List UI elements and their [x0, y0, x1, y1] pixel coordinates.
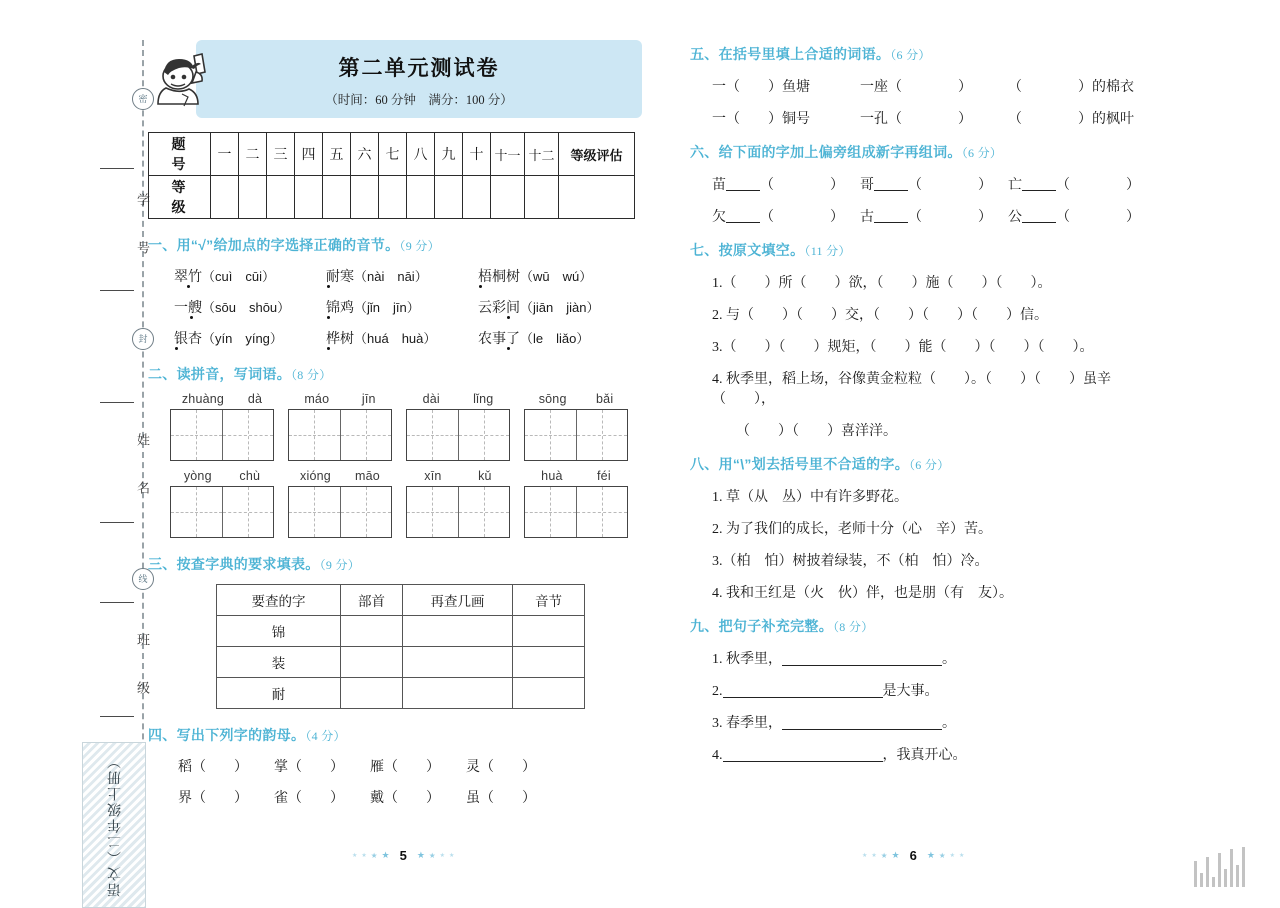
grade-cell[interactable] — [491, 176, 525, 219]
dict-answer-cell[interactable] — [403, 678, 513, 709]
tianzige-box[interactable] — [406, 409, 510, 461]
pinyin-syllable: dà — [247, 392, 263, 406]
section-1-row — [174, 266, 642, 286]
score-col-4: 四 — [295, 133, 323, 176]
section-6-row — [712, 174, 1164, 194]
pinyin-syllable: jīn — [361, 392, 376, 406]
section-2-title: 二、读拼音，写词语。 — [148, 366, 291, 382]
left-column — [148, 40, 642, 807]
pinyin-syllable: xīn — [424, 469, 442, 483]
q9-blank[interactable] — [782, 651, 942, 666]
q5-item[interactable]: 一（ ）铜号 — [712, 112, 810, 127]
tianzige-box[interactable] — [288, 486, 392, 538]
title-banner — [196, 40, 642, 118]
section-6-points: （6 分） — [961, 146, 1003, 160]
pinyin-syllable: dài — [422, 392, 440, 406]
grade-cell[interactable] — [211, 176, 239, 219]
pinyin-label — [170, 469, 274, 483]
pinyin-write-cell[interactable] — [288, 469, 406, 538]
dict-header-char: 要查的字 — [217, 585, 341, 616]
section-8-points: （6 分） — [909, 458, 950, 472]
seal-rule — [100, 716, 134, 717]
student-class-label: 班 级 — [135, 632, 150, 704]
q6-base-char: 公 — [1008, 210, 1022, 225]
star-icon: ★ — [862, 852, 868, 859]
pinyin-syllable: zhuàng — [181, 392, 225, 406]
score-col-11: 十一 — [491, 133, 525, 176]
seal-rule — [100, 402, 134, 403]
star-icon: ★ — [449, 852, 455, 859]
pinyin-write-cell[interactable] — [406, 392, 524, 461]
dict-answer-cell[interactable] — [341, 647, 403, 678]
score-col-1: 一 — [211, 133, 239, 176]
q8-item[interactable]: 1. 草（从 丛）中有许多野花。 — [712, 490, 908, 505]
q5-item[interactable]: 一孔（ ） — [860, 112, 972, 127]
section-4-row — [178, 756, 642, 776]
q4-item[interactable]: 掌（ ） — [274, 760, 344, 775]
section-4-row — [178, 787, 642, 807]
q1-options: （le liǎo） — [520, 331, 590, 346]
q8-item[interactable]: 4. 我和王红是（火 伙）伴，也是朋（有 友）。 — [712, 586, 1013, 601]
pinyin-label — [524, 469, 628, 483]
q1-item[interactable] — [174, 297, 326, 317]
tianzige-box[interactable] — [524, 409, 628, 461]
q6-blank[interactable] — [874, 209, 908, 223]
q1-item[interactable] — [478, 328, 630, 348]
score-col-12: 十二 — [525, 133, 559, 176]
q6-blank[interactable] — [726, 177, 760, 191]
pinyin-write-cell[interactable] — [524, 469, 642, 538]
section-4-heading — [148, 725, 642, 745]
score-col-9: 九 — [435, 133, 463, 176]
section-1-heading — [148, 235, 642, 255]
pinyin-syllable: bǎi — [596, 392, 614, 406]
q9-item[interactable] — [712, 744, 1164, 764]
q1-options: （cuì cūi） — [202, 269, 275, 284]
section-9-heading — [690, 616, 1164, 636]
seal-char-feng: 封 — [132, 328, 154, 350]
q6-item[interactable]: 欠 （ ） — [712, 210, 844, 225]
section-6-title: 六、给下面的字加上偏旁组成新字再组词。 — [690, 144, 962, 160]
right-column — [690, 44, 1164, 764]
q1-item[interactable] — [326, 297, 478, 317]
section-5-heading — [690, 44, 1164, 64]
q7-item[interactable]: 4. 秋季里，稻上场，谷像黄金粒粒（ ）。（ ）（ ）虽辛（ ）， — [712, 372, 1111, 407]
q1-word: 桦树 — [326, 332, 354, 347]
q1-word: 农事了 — [478, 332, 520, 347]
q6-base-char: 古 — [860, 210, 874, 225]
q6-blank[interactable] — [1022, 209, 1056, 223]
paper-title: 第二单元测试卷 — [338, 57, 500, 80]
q8-item[interactable]: 3.（柏 怕）树披着绿装，不（柏 怕）冷。 — [712, 554, 989, 569]
grade-cell[interactable] — [407, 176, 435, 219]
table-row — [149, 176, 635, 219]
q1-word: 梧桐树 — [478, 270, 520, 285]
star-icon: ★ — [361, 852, 367, 859]
q4-item[interactable]: 虽（ ） — [466, 791, 536, 806]
dict-char: 锦 — [217, 616, 341, 647]
star-icon: ★ — [938, 850, 946, 860]
star-icon: ★ — [416, 850, 425, 860]
q9-item[interactable] — [712, 712, 1164, 732]
section-2-row — [170, 469, 642, 538]
q9-blank[interactable] — [723, 747, 883, 762]
q1-item[interactable] — [174, 328, 326, 348]
seal-char-mi: 密 — [132, 88, 154, 110]
q1-options: （nài nāi） — [354, 269, 428, 284]
q1-item[interactable] — [478, 266, 630, 286]
pinyin-write-cell[interactable] — [524, 392, 642, 461]
score-col-6: 六 — [351, 133, 379, 176]
tianzige-box[interactable] — [288, 409, 392, 461]
pinyin-write-cell[interactable] — [170, 392, 288, 461]
score-row-header-title: 题 号 — [149, 133, 211, 176]
pinyin-write-cell[interactable] — [406, 469, 524, 538]
section-3-points: （9 分） — [319, 558, 361, 572]
pinyin-syllable: yòng — [183, 469, 212, 483]
tianzige-box[interactable] — [406, 486, 510, 538]
q9-suffix: 。 — [942, 716, 956, 731]
pinyin-label — [288, 392, 392, 406]
dictionary-table — [216, 584, 585, 709]
score-col-grade-eval: 等级评估 — [559, 133, 635, 176]
dict-answer-cell[interactable] — [341, 616, 403, 647]
score-col-2: 二 — [239, 133, 267, 176]
q4-item[interactable]: 界（ ） — [178, 791, 248, 806]
star-icon: ★ — [352, 852, 358, 859]
section-5-row — [712, 108, 1164, 128]
q1-item[interactable] — [326, 266, 478, 286]
q6-blank[interactable] — [726, 209, 760, 223]
q9-prefix: 2. — [712, 684, 723, 699]
seal-rule — [100, 602, 134, 603]
dict-header-strokes: 再查几画 — [403, 585, 513, 616]
q9-item[interactable] — [712, 680, 1164, 700]
grade-cell[interactable] — [295, 176, 323, 219]
q6-base-char: 哥 — [860, 178, 874, 193]
star-icon: ★ — [926, 850, 935, 860]
q9-blank[interactable] — [782, 715, 942, 730]
grade-cell[interactable] — [559, 176, 635, 219]
q9-suffix: ，我真开心。 — [882, 748, 967, 763]
page-number: 5 — [399, 848, 407, 863]
table-row — [149, 133, 635, 176]
grade-cell[interactable] — [267, 176, 295, 219]
q1-item[interactable] — [174, 266, 326, 286]
q1-word: 翠竹 — [174, 270, 202, 285]
boy-pointing-mascot-icon — [152, 50, 222, 114]
score-summary-table — [148, 132, 635, 219]
grade-cell[interactable] — [351, 176, 379, 219]
pinyin-syllable: chù — [239, 469, 261, 483]
section-7-points: （11 分） — [804, 244, 851, 258]
pinyin-syllable: lǐng — [473, 392, 494, 406]
q4-item[interactable]: 雀（ ） — [274, 791, 344, 806]
q6-blank[interactable] — [874, 177, 908, 191]
q6-item[interactable]: 哥 （ ） — [860, 178, 992, 193]
score-col-3: 三 — [267, 133, 295, 176]
section-6-heading — [690, 142, 1164, 162]
q4-item[interactable]: 稻（ ） — [178, 760, 248, 775]
q1-word: 一艘 — [174, 301, 202, 316]
q4-item[interactable]: 雁（ ） — [370, 760, 440, 775]
q5-item[interactable]: （ ）的棉衣 — [1008, 80, 1134, 95]
table-row — [217, 678, 585, 709]
dict-char: 耐 — [217, 678, 341, 709]
q5-item[interactable]: （ ）的枫叶 — [1008, 112, 1134, 127]
dict-answer-cell[interactable] — [403, 647, 513, 678]
q1-options: （wū wú） — [520, 269, 593, 284]
section-1-points: （9 分） — [399, 239, 440, 253]
section-5-title: 五、在括号里填上合适的词语。 — [690, 46, 891, 62]
q1-word: 云彩间 — [478, 301, 520, 316]
q9-suffix: 。 — [942, 652, 956, 667]
section-2-row — [170, 392, 642, 461]
score-col-7: 七 — [379, 133, 407, 176]
q7-item[interactable]: 1.（ ）所（ ）欲，（ ）施（ ）（ ）。 — [712, 276, 1052, 291]
star-icon: ★ — [959, 852, 965, 859]
subject-tag — [82, 742, 146, 908]
seal-rule — [100, 168, 134, 169]
seal-rule — [100, 290, 134, 291]
star-icon: ★ — [370, 850, 378, 860]
section-3-title: 三、按查字典的要求填表。 — [148, 556, 320, 572]
q1-word: 耐寒 — [326, 270, 354, 285]
dict-answer-cell[interactable] — [341, 678, 403, 709]
q9-blank[interactable] — [723, 683, 883, 698]
section-1-row — [174, 328, 642, 348]
dict-header-syllable: 音节 — [513, 585, 585, 616]
q1-options: （jǐn jīn） — [354, 300, 420, 315]
q1-options: （jiān jiàn） — [520, 300, 600, 315]
q1-options: （sōu shōu） — [202, 300, 291, 315]
section-1-row — [174, 297, 642, 317]
q1-word: 锦鸡 — [326, 301, 354, 316]
q1-item[interactable] — [478, 297, 630, 317]
grade-cell[interactable] — [435, 176, 463, 219]
table-row — [217, 585, 585, 616]
star-icon: ★ — [428, 850, 436, 860]
tianzige-box[interactable] — [524, 486, 628, 538]
grade-cell[interactable] — [239, 176, 267, 219]
section-2-points: （8 分） — [291, 368, 332, 382]
dict-answer-cell[interactable] — [513, 616, 585, 647]
q8-item[interactable]: 2. 为了我们的成长，老师十分（心 辛）苦。 — [712, 522, 992, 537]
grade-cell[interactable] — [463, 176, 491, 219]
tianzige-box[interactable] — [170, 409, 274, 461]
q9-suffix: 是大事。 — [882, 684, 939, 699]
pinyin-label — [524, 392, 628, 406]
star-icon: ★ — [381, 850, 390, 860]
subject-tag-label: 语文（二年级上册） — [106, 753, 122, 897]
section-3-heading — [148, 554, 642, 574]
q6-item[interactable]: 苗 （ ） — [712, 178, 844, 193]
section-8-title: 八、用“\”划去括号里不合适的字。 — [690, 456, 909, 472]
section-8-heading — [690, 454, 1164, 474]
q5-item[interactable]: 一座（ ） — [860, 80, 972, 95]
seal-rule — [100, 522, 134, 523]
pinyin-write-cell[interactable] — [288, 392, 406, 461]
dict-answer-cell[interactable] — [513, 647, 585, 678]
star-icon: ★ — [891, 850, 900, 860]
q1-options: （yín yíng） — [202, 331, 283, 346]
tianzige-box[interactable] — [170, 486, 274, 538]
grade-cell[interactable] — [323, 176, 351, 219]
grade-cell[interactable] — [379, 176, 407, 219]
q6-base-char: 欠 — [712, 210, 726, 225]
pinyin-syllable: máo — [304, 392, 330, 406]
pinyin-label — [406, 392, 510, 406]
pinyin-syllable: xióng — [300, 469, 331, 483]
section-5-row — [712, 76, 1164, 96]
q6-blank[interactable] — [1022, 177, 1056, 191]
star-icon: ★ — [880, 850, 888, 860]
q1-item[interactable] — [326, 328, 478, 348]
pinyin-label — [288, 469, 392, 483]
q1-word: 银杏 — [174, 332, 202, 347]
star-icon: ★ — [439, 852, 446, 859]
dict-char: 装 — [217, 647, 341, 678]
q4-item[interactable]: 戴（ ） — [370, 791, 440, 806]
score-col-8: 八 — [407, 133, 435, 176]
q5-item[interactable]: 一（ ）鱼塘 — [712, 80, 810, 95]
dict-answer-cell[interactable] — [403, 616, 513, 647]
pinyin-label — [406, 469, 510, 483]
q4-item[interactable]: 灵（ ） — [466, 760, 536, 775]
pinyin-syllable: sōng — [538, 392, 567, 406]
section-1-title: 一、用“√”给加点的字选择正确的音节。 — [148, 237, 400, 253]
star-icon: ★ — [871, 852, 877, 859]
q9-prefix: 4. — [712, 748, 723, 763]
seal-char-xian: 线 — [132, 568, 154, 590]
paper-subtitle: （时间：60 分钟 满分：100 分） — [325, 93, 513, 107]
section-9-title: 九、把句子补充完整。 — [690, 618, 833, 634]
q9-item[interactable] — [712, 648, 1164, 668]
q6-item[interactable]: 古 （ ） — [860, 210, 992, 225]
section-5-points: （6 分） — [890, 48, 931, 62]
section-4-title: 四、写出下列字的韵母。 — [148, 727, 306, 743]
table-row — [217, 647, 585, 678]
pinyin-syllable: huà — [541, 469, 563, 483]
section-7-heading — [690, 240, 1164, 260]
q9-prefix: 1. 秋季里， — [712, 652, 782, 667]
section-2-heading — [148, 364, 642, 384]
pinyin-syllable: féi — [597, 469, 611, 483]
q6-base-char: 苗 — [712, 178, 726, 193]
section-9-points: （8 分） — [833, 620, 874, 634]
table-row — [217, 616, 585, 647]
pinyin-syllable: māo — [355, 469, 380, 483]
section-6-row — [712, 206, 1164, 226]
left-page-footer — [352, 848, 454, 863]
dict-answer-cell[interactable] — [513, 678, 585, 709]
q6-item[interactable]: 亡 （ ） — [1008, 178, 1140, 193]
right-page-footer — [862, 848, 964, 863]
pinyin-write-cell[interactable] — [170, 469, 288, 538]
pinyin-syllable: kǔ — [478, 469, 492, 483]
score-col-5: 五 — [323, 133, 351, 176]
dict-header-radical: 部首 — [341, 585, 403, 616]
score-row-header-grade: 等 级 — [149, 176, 211, 219]
q1-options: （huá huà） — [354, 331, 437, 346]
page-number: 6 — [909, 848, 917, 863]
section-7-title: 七、按原文填空。 — [690, 242, 805, 258]
q9-prefix: 3. 春季里， — [712, 716, 782, 731]
barcode-artifact — [1194, 845, 1272, 887]
q6-base-char: 亡 — [1008, 178, 1022, 193]
q7-item[interactable]: 2. 与（ ）（ ）交，（ ）（ ）（ ）信。 — [712, 308, 1048, 323]
student-name-label: 姓 名 — [135, 432, 150, 504]
student-id-label: 学 号 — [135, 192, 150, 264]
q7-item-cont[interactable]: （ ）（ ）喜洋洋。 — [736, 424, 897, 439]
score-col-10: 十 — [463, 133, 491, 176]
grade-cell[interactable] — [525, 176, 559, 219]
pinyin-label — [170, 392, 274, 406]
q7-item[interactable]: 3.（ ）（ ）规矩，（ ）能（ ）（ ）（ ）。 — [712, 340, 1094, 355]
q6-item[interactable]: 公 （ ） — [1008, 210, 1140, 225]
star-icon: ★ — [949, 852, 956, 859]
section-4-points: （4 分） — [305, 729, 346, 743]
